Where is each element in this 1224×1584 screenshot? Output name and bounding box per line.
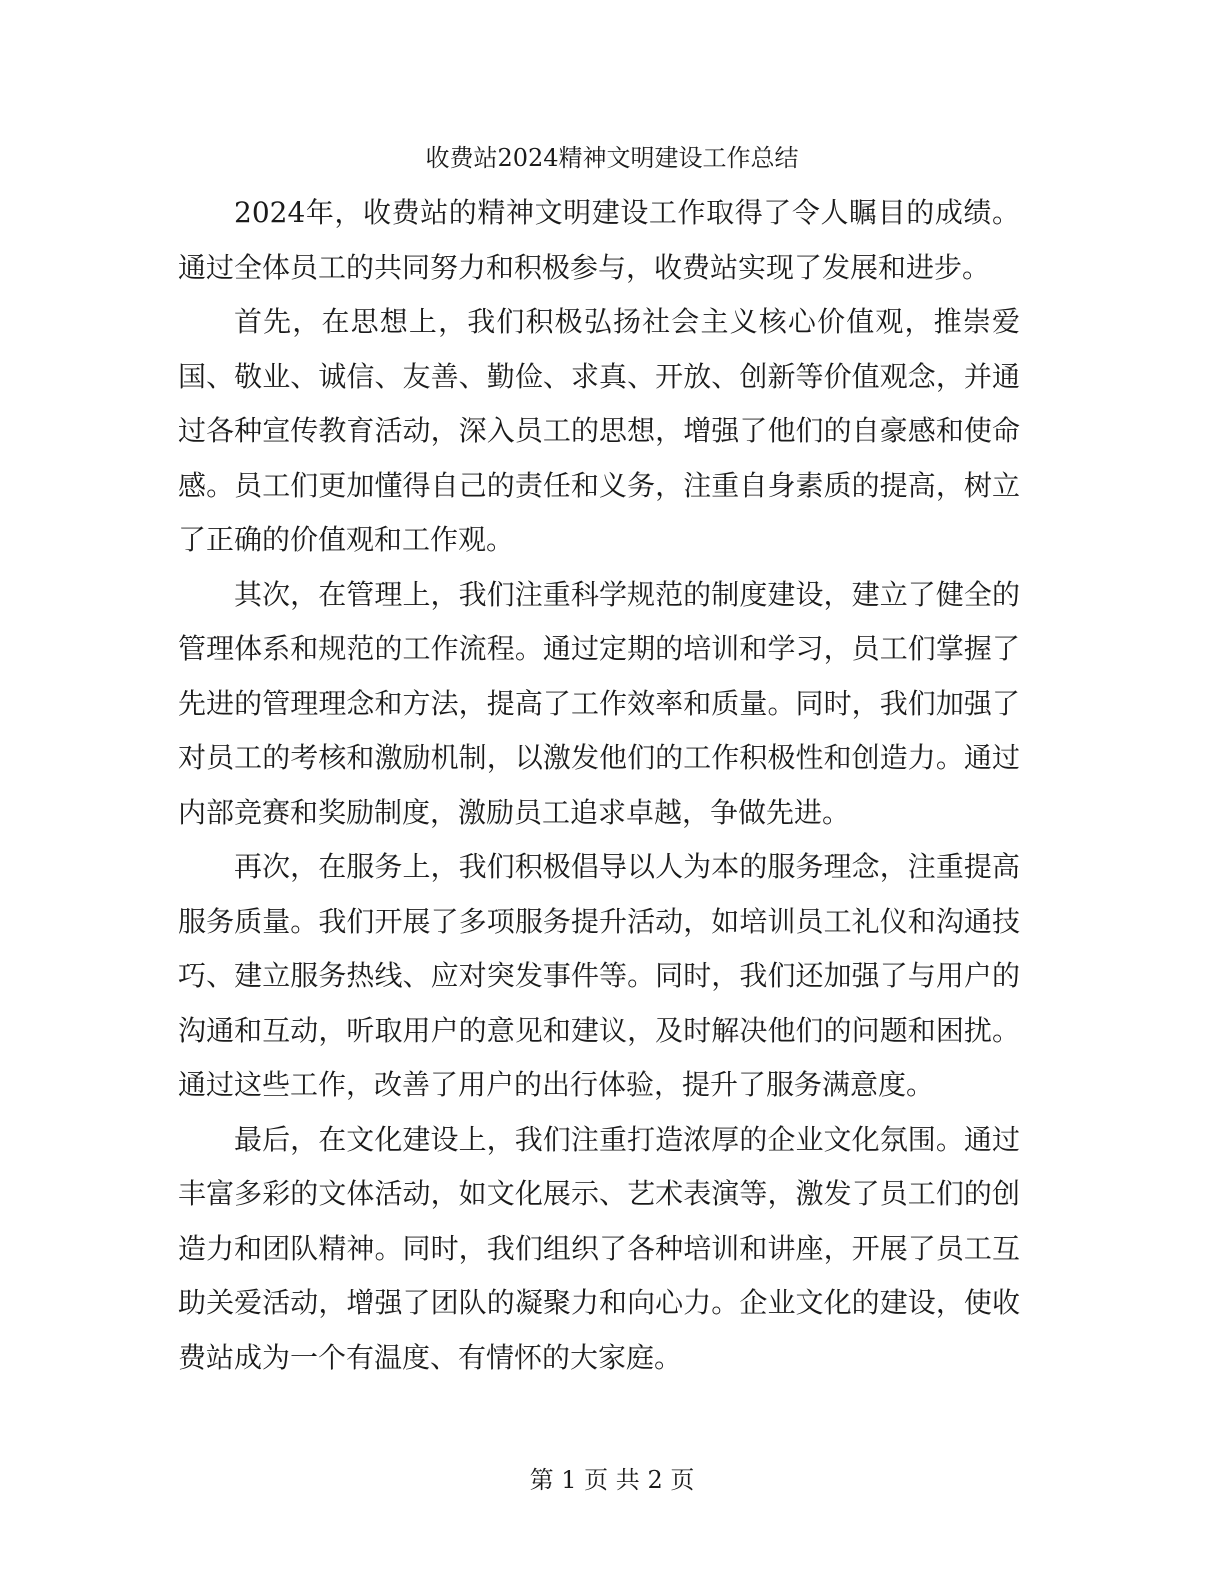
document-body: [178, 186, 1020, 1385]
paragraph-management: 其次，在管理上，我们注重科学规范的制度建设，建立了健全的管理体系和规范的工作流程。通过定期的培训和学习，员工们掌握了先进的管理理念和方法，提高了工作效率和质量。同时，我们加强了对员工的考核和激励机制，以激发他们的工作积极性和创造力。通过内部竞赛和奖励制度，激励员工追求卓越，争做先进。: [178, 577, 1020, 829]
paragraph-intro: 2024年，收费站的精神文明建设工作取得了令人瞩目的成绩。通过全体员工的共同努力和积极参与，收费站实现了发展和进步。: [178, 196, 1020, 284]
page-number-footer: 第 1 页 共 2 页: [529, 1466, 695, 1494]
document-title: 收费站2024精神文明建设工作总结: [425, 144, 799, 172]
paragraph-service: 再次，在服务上，我们积极倡导以人为本的服务理念，注重提高服务质量。我们开展了多项服务提升活动，如培训员工礼仪和沟通技巧、建立服务热线、应对突发事件等。同时，我们还加强了与用户的沟通和互动，听取用户的意见和建议，及时解决他们的问题和困扰。通过这些工作，改善了用户的出行体验，提升了服务满意度。: [178, 850, 1020, 1101]
paragraph-culture: 最后，在文化建设上，我们注重打造浓厚的企业文化氛围。通过丰富多彩的文体活动，如文化展示、艺术表演等，激发了员工们的创造力和团队精神。同时，我们组织了各种培训和讲座，开展了员工互助关爱活动，增强了团队的凝聚力和向心力。企业文化的建设，使收费站成为一个有温度、有情怀的大家庭。: [178, 1122, 1020, 1374]
paragraph-ideology: 首先，在思想上，我们积极弘扬社会主义核心价值观，推崇爱国、敬业、诚信、友善、勤俭、求真、开放、创新等价值观念，并通过各种宣传教育活动，深入员工的思想，增强了他们的自豪感和使命感。员工们更加懂得自己的责任和义务，注重自身素质的提高，树立了正确的价值观和工作观。: [178, 305, 1020, 556]
